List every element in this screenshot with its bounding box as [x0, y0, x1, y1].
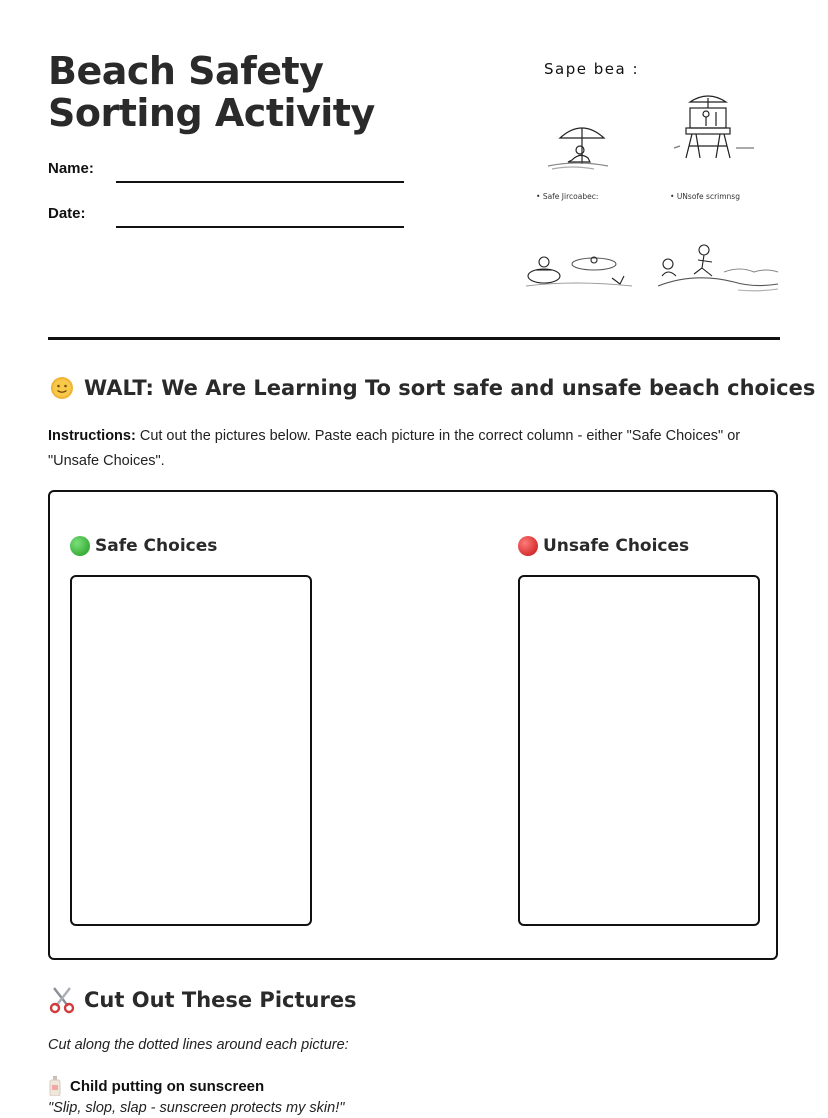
name-label: Name: [48, 160, 94, 177]
safe-choices-paste-area[interactable] [70, 575, 312, 926]
date-label: Date: [48, 205, 86, 222]
page-title: Beach Safety Sorting Activity [48, 49, 375, 135]
red-circle-icon [518, 536, 538, 556]
safe-choices-label: Safe Choices [95, 536, 218, 556]
child-running-icon [654, 242, 782, 294]
name-line [116, 181, 404, 183]
umbrella-child-icon [542, 120, 612, 172]
cut-out-title: Cut Out These Pictures [84, 988, 357, 1012]
date-line [116, 226, 404, 228]
unsafe-choices-paste-area[interactable] [518, 575, 760, 926]
beach-illustration [520, 52, 782, 302]
cut-item-title [48, 1076, 264, 1096]
illustration-title: Sape bea : [544, 60, 639, 78]
instructions-label: Instructions: [48, 428, 136, 444]
walt-heading [48, 374, 815, 402]
child-float-icon [524, 250, 634, 290]
cut-item-title-text: Child putting on sunscreen [70, 1077, 265, 1095]
cut-out-heading [48, 986, 357, 1014]
cut-instructions: Cut along the dotted lines around each picture: [48, 1037, 349, 1053]
cut-item-quote: "Slip, slop, slap - sunscreen protects my skin!" [48, 1100, 345, 1116]
scissors-icon [48, 986, 76, 1014]
sunscreen-bottle-icon [48, 1076, 62, 1096]
safe-choices-heading [70, 536, 217, 556]
unsafe-choices-label: Unsafe Choices [543, 536, 690, 556]
instructions [48, 424, 788, 474]
caption-safe: • Safe Jircoabec: [536, 192, 599, 201]
unsafe-choices-heading [518, 536, 689, 556]
instructions-text: Cut out the pictures below. Paste each picture in the correct column - either "Safe Choices" or "Unsafe Choices". [48, 428, 741, 469]
header-divider [48, 337, 780, 340]
green-circle-icon [70, 536, 90, 556]
caption-unsafe: • UNsofe scrimnsg [670, 192, 740, 201]
lifeguard-tower-icon [672, 92, 762, 162]
sorting-area [48, 490, 778, 960]
walt-text: WALT: We Are Learning To sort safe and unsafe beach choices [84, 376, 816, 400]
sun-icon [48, 374, 76, 402]
